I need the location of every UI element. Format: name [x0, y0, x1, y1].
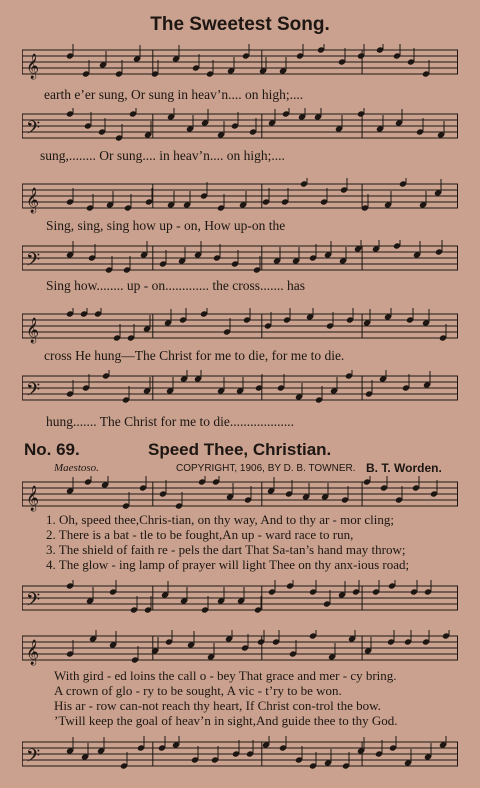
music-staff-bass — [22, 736, 458, 774]
svg-text:𝄢: 𝄢 — [26, 590, 41, 615]
svg-text:𝄞: 𝄞 — [26, 486, 40, 511]
composer-name: B. T. Worden. — [366, 461, 442, 475]
svg-text:𝄞: 𝄞 — [26, 54, 40, 79]
music-staff-bass — [22, 580, 458, 618]
song-title: The Sweetest Song. — [150, 14, 330, 35]
verse-line: His ar - row can-not reach thy heart, If Christ con-trol the bow. — [54, 698, 381, 713]
music-staff-bass — [22, 240, 458, 278]
music-staff-bass — [22, 108, 458, 146]
lyric-line: hung....... The Christ for me to die................... — [46, 414, 294, 429]
lyric-line: earth e’er sung, Or sung in heav’n.... on high;.... — [44, 87, 304, 102]
music-staff-treble — [22, 44, 458, 82]
svg-text:𝄢: 𝄢 — [26, 746, 41, 771]
hymn-number: No. 69. — [24, 440, 80, 459]
svg-text:𝄞: 𝄞 — [26, 318, 40, 343]
lyric-line: sung,........ Or sung.... in heav’n.... on high;.... — [40, 148, 285, 163]
lyric-line: cross He hung—The Christ for me to die, for me to die. — [44, 348, 345, 363]
music-staff-treble — [22, 178, 458, 216]
svg-text:𝄞: 𝄞 — [26, 640, 40, 665]
verse-line: ’Twill keep the goal of heav’n in sight,And guide thee to thy God. — [54, 713, 398, 728]
verse-line: 2. There is a bat - tle to be fought,An up - ward race to run, — [46, 527, 354, 542]
copyright-notice: COPYRIGHT, 1906, BY D. B. TOWNER. — [176, 463, 356, 474]
tempo-marking: Maestoso. — [54, 462, 99, 474]
svg-text:𝄢: 𝄢 — [26, 118, 41, 143]
verse-line: 3. The shield of faith re - pels the dart That Sa-tan’s hand may throw; — [46, 542, 406, 557]
music-staff-treble — [22, 630, 458, 668]
verse-line: A crown of glo - ry to be sought, A vic - t’ry to be won. — [54, 683, 342, 698]
lyric-line: Sing how........ up - on............. the cross....... has — [46, 278, 305, 293]
hymn-title: Speed Thee, Christian. — [148, 440, 332, 459]
verse-line: 4. The glow - ing lamp of prayer will light Thee on thy anx-ious road; — [46, 557, 410, 572]
music-staff-treble — [22, 308, 458, 346]
music-staff-bass — [22, 370, 458, 408]
svg-text:𝄞: 𝄞 — [26, 188, 40, 213]
verse-line: 1. Oh, speed thee,Chris-tian, on thy way, And to thy ar - mor cling; — [46, 512, 394, 527]
verse-line: With gird - ed loins the call o - bey That grace and mer - cy bring. — [54, 668, 397, 683]
svg-text:𝄢: 𝄢 — [26, 250, 41, 275]
lyric-line: Sing, sing, sing how up - on, How up-on the — [46, 218, 286, 233]
svg-text:𝄢: 𝄢 — [26, 380, 41, 405]
music-staff-treble — [22, 476, 458, 514]
